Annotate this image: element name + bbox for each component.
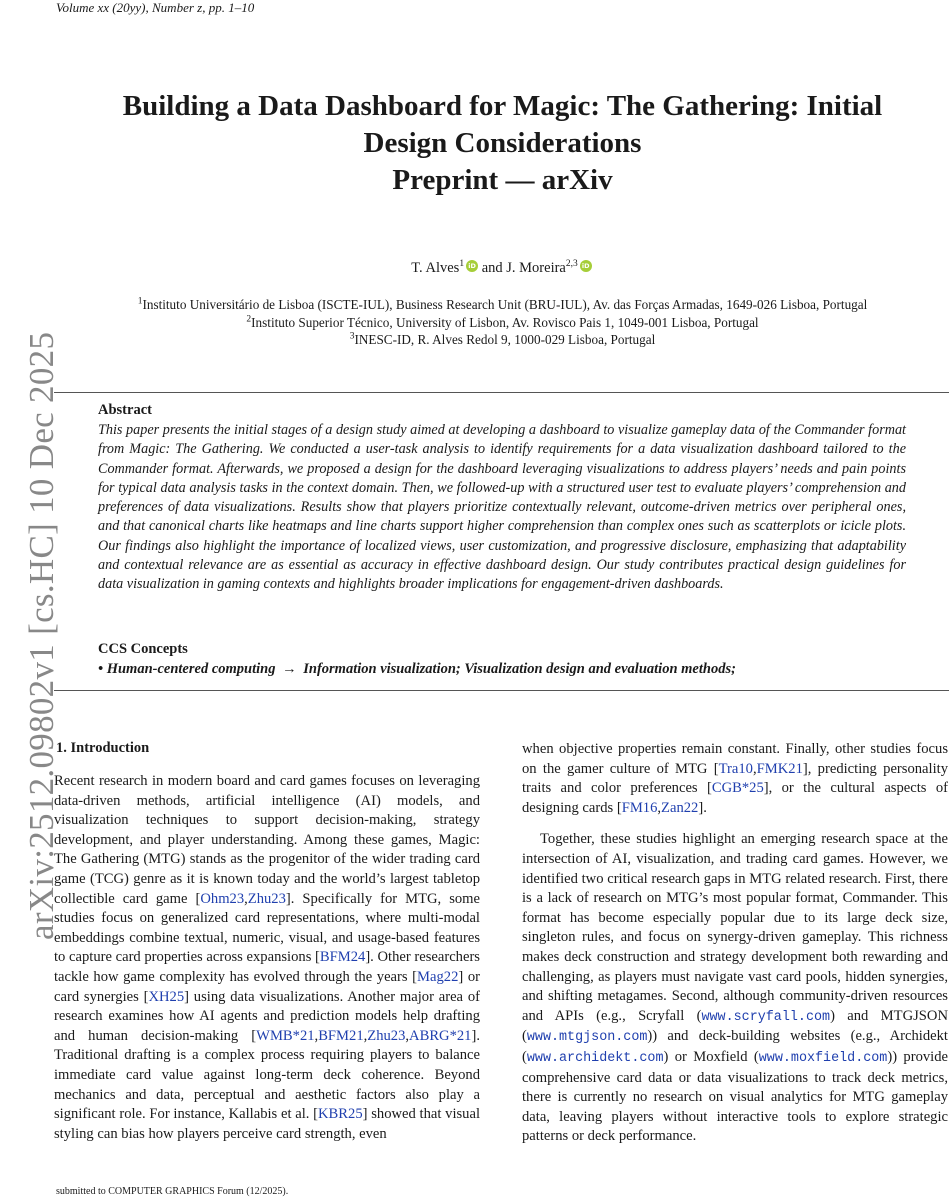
title-line-2: Design Considerations (363, 127, 642, 159)
author-1-name: T. Alves (411, 260, 460, 276)
author-2-name: J. Moreira (506, 260, 566, 276)
ccs-part-2: Information visualization; Visualization design and evaluation methods; (303, 661, 736, 677)
citation-link[interactable]: Ohm23 (200, 890, 245, 907)
author-line (0, 260, 949, 277)
url-link[interactable]: www.scryfall.com (701, 1009, 831, 1025)
affiliation-3 (60, 331, 945, 349)
citation-link[interactable]: Tra10 (718, 760, 753, 777)
affiliation-text: Instituto Superior Técnico, University of Lisbon, Av. Rovisco Pais 1, 1049-001 Lisboa, Portugal (251, 314, 759, 330)
url-link[interactable]: www.mtgjson.com (526, 1030, 648, 1046)
abstract-heading: Abstract (98, 402, 152, 418)
citation-link[interactable]: FMK21 (756, 760, 803, 777)
author-1-affil: 1 (459, 259, 465, 270)
orcid-icon[interactable]: iD (466, 260, 478, 272)
affiliation-text: Instituto Universitário de Lisboa (ISCTE-IUL), Business Research Unit (BRU-IUL), Av. das Forças Armadas, 1649-026 Lisboa, Portugal (142, 297, 868, 312)
url-link[interactable]: www.moxfield.com (758, 1050, 888, 1066)
page-footer: submitted to COMPUTER GRAPHICS Forum (12/2025). (56, 1186, 289, 1197)
affiliation-number: 3 (349, 331, 355, 342)
top-divider (54, 392, 949, 393)
bottom-divider (54, 690, 949, 691)
left-column (54, 772, 480, 1144)
citation-link[interactable]: Mag22 (417, 968, 459, 985)
title-line-3: Preprint — arXiv (392, 164, 613, 196)
intro-paragraph-1: Recent research in modern board and card games focuses on leveraging data-driven methods, artificial intelligence (AI) models, and visualization techniques to support decision-making, strategy development, and player understanding. Among these games, Magic: The Gathering (MTG) stands as the progenitor of the wider trading card game (TCG) genre as it is known today and the world’s largest tabletop collectible card game [Ohm23,Zhu23]. Specifically for MTG, some studies focus on generalized card representations, where multi-modal embeddings combine textual, numeric, visual, and usage-based features to capture card properties across expansions [BFM24]. Other researchers tackle how game complexity has evolved through the years [Mag22] or card synergies [XH25] using data visualizations. Another major area of research examines how AI agents and prediction models help drafting and human decision-making [WMB*21,BFM21,Zhu23,ABRG*21]. Traditional drafting is a complex process requiring players to balance immediate card value against long-term deck coherence. Beyond mechanics and data, perceptual and aesthetic factors also play a significant role. For instance, Kallabis et al. [KBR25] showed that visual styling can bias how players perceive card strength, even (54, 773, 481, 1142)
author-2-affil: 2,3 (565, 259, 578, 270)
right-column (522, 740, 948, 1147)
citation-link[interactable]: CGB*25 (711, 780, 764, 797)
section-heading-introduction: 1. Introduction (56, 740, 150, 756)
citation-link[interactable]: ABRG*21 (409, 1027, 472, 1044)
citation-link[interactable]: KBR25 (318, 1106, 363, 1123)
abstract-text: This paper presents the initial stages of a design study aimed at developing a dashboard to visualize gameplay data of the Commander format from Magic: The Gathering. We conducted a user-task analysis to identify requirements for a data visualization dashboard tailored to the Commander format. Afterwards, we proposed a design for the dashboard leveraging visualizations to address players’ needs and pain points for typical data analysis tasks in the context domain. Then, we followed-up with a structured user test to evaluate players’ comprehension and preferences of data visualizations. Results show that players prioritize contextually relevant, outcome-driven metrics over peripheral ones, and that canonical charts like heatmaps and line charts support higher comprehension than complex ones such as scatterplots or icicle plots. Our findings also highlight the importance of localized views, user customization, and progressive disclosure, emphasizing that adaptability and contextual relevance are as essential as accuracy in effective dashboard design. Our study contributes practical design guidelines for data visualization in gaming contexts and highlights broader implications for engagement-driven dashboards. (98, 422, 906, 593)
paper-title (60, 88, 945, 199)
ccs-part-1: Human-centered computing (106, 661, 276, 677)
citation-link[interactable]: Zhu23 (367, 1027, 406, 1044)
ccs-heading: CCS Concepts (98, 641, 188, 657)
journal-line: Volume xx (20yy), Number z, pp. 1–10 (56, 0, 255, 15)
citation-link[interactable]: BFM21 (318, 1027, 364, 1044)
citation-link[interactable]: Zan22 (661, 799, 699, 816)
url-link[interactable]: www.archidekt.com (526, 1050, 664, 1066)
citation-link[interactable]: WMB*21 (256, 1027, 315, 1044)
affiliation-number: 1 (137, 296, 143, 307)
citation-link[interactable]: Zhu23 (247, 890, 286, 907)
affiliations (60, 296, 945, 349)
ccs-concepts (98, 661, 736, 678)
citation-link[interactable]: XH25 (148, 988, 185, 1005)
citation-link[interactable]: BFM24 (319, 949, 366, 966)
affiliation-number: 2 (246, 314, 252, 325)
orcid-icon[interactable]: iD (580, 260, 592, 272)
ccs-bullet: • (98, 661, 104, 677)
citation-link[interactable]: FM16 (621, 799, 658, 816)
affiliation-1 (60, 296, 945, 314)
affiliation-2 (60, 314, 945, 332)
affiliation-text: INESC-ID, R. Alves Redol 9, 1000-029 Lisboa, Portugal (354, 332, 656, 347)
title-line-1: Building a Data Dashboard for Magic: The Gathering: Initial (122, 90, 883, 122)
arxiv-identifier-stamp: arXiv:2512.09802v1 [cs.HC] 10 Dec 2025 (22, 331, 61, 940)
author-and: and (481, 260, 503, 276)
ccs-arrow: → (282, 661, 297, 677)
intro-paragraph-1-continued: when objective properties remain constant. Finally, other studies focus on the gamer culture of MTG [Tra10,FMK21], predicting personality traits and color preferences [CGB*25], or the cultural aspects of designing cards [FM16,Zan22]. (522, 741, 948, 816)
intro-paragraph-2: Together, these studies highlight an emerging research space at the intersection of AI, visualization, and trading card games. However, we identified two critical research gaps in MTG related research. First, there is a lack of research on MTG’s most popular format, Commander. This format has become especially popular due to its large deck size, singleton rules, and focus on synergy-driven gameplay. This richness makes deck construction and strategy development both rewarding and challenging, as players must navigate vast card pools, hidden synergies, and shifting metagames. Second, although community-driven resources and APIs (e.g., Scryfall (www.scryfall.com) and MTGJSON (www.mtgjson.com)) and deck-building websites (e.g., Archidekt (www.archidekt.com) or Moxfield (www.moxfield.com)) provide comprehensive card data or data visualizations to track deck metrics, there is currently no research on visual analytics for MTG gameplay data, leaving players without interactive tools to explore strategic patterns or deck performance. (522, 831, 949, 1145)
